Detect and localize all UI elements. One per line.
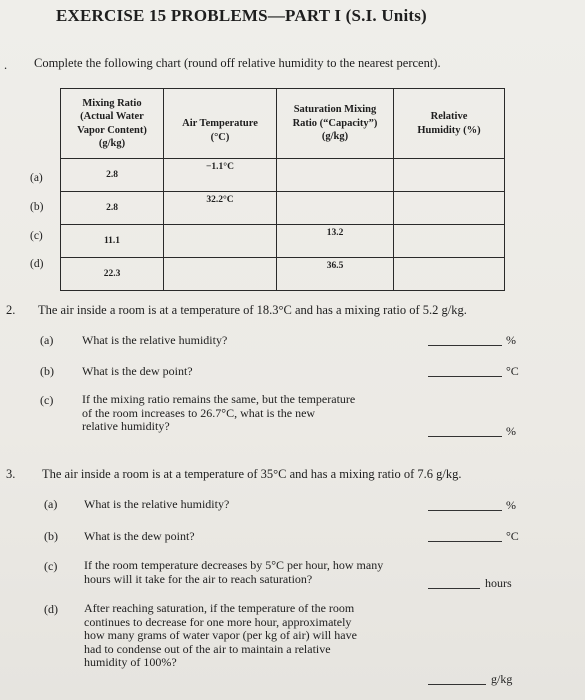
cell-rh-b[interactable] [394, 192, 505, 225]
q3d-unit: g/kg [491, 672, 513, 686]
row-label-c: (c) [30, 230, 43, 242]
q1-prompt: Complete the following chart (round off relative humidity to the nearest percent). [34, 56, 441, 70]
q2a-label: (a) [40, 333, 54, 347]
header-relative-humidity: Relative Humidity (%) [394, 89, 505, 159]
cell-temp-d[interactable] [164, 258, 277, 291]
q3b-unit: °C [506, 529, 519, 543]
q3d-answer-line[interactable] [428, 684, 486, 685]
humidity-chart [60, 88, 505, 291]
cell-mixing-c: 11.1 [61, 225, 164, 258]
q2a-answer-line[interactable] [428, 345, 502, 346]
q2c-text: If the mixing ratio remains the same, but the temperature of the room increases to 26.7°C, what is the new relative humidity? [82, 392, 356, 433]
q3c-answer-line[interactable] [428, 588, 480, 589]
q3a-answer-line[interactable] [428, 510, 502, 511]
q3b-label: (b) [44, 529, 58, 543]
cell-sat-b[interactable] [277, 192, 394, 225]
table-row [61, 225, 505, 258]
q3a-text: What is the relative humidity? [84, 497, 230, 511]
q3-prompt: The air inside a room is at a temperature of 35°C and has a mixing ratio of 7.6 g/kg. [42, 467, 462, 481]
q2b-answer-line[interactable] [428, 376, 502, 377]
page-title: EXERCISE 15 PROBLEMS—PART I (S.I. Units) [56, 6, 427, 25]
q3a-label: (a) [44, 497, 58, 511]
q3-number: 3. [6, 467, 16, 481]
cell-rh-c[interactable] [394, 225, 505, 258]
header-saturation-mixing-ratio: Saturation Mixing Ratio (“Capacity”) (g/kg) [277, 89, 394, 159]
q2a-unit: % [506, 333, 516, 347]
table-row [61, 159, 505, 192]
q2b-unit: °C [506, 364, 519, 378]
q3b-answer-line[interactable] [428, 541, 502, 542]
cell-mixing-a: 2.8 [61, 159, 164, 192]
row-label-b: (b) [30, 201, 44, 213]
cell-rh-d[interactable] [394, 258, 505, 291]
cell-temp-a: −1.1°C [164, 159, 277, 192]
cell-sat-c: 13.2 [277, 225, 394, 258]
q3c-label: (c) [44, 559, 58, 573]
q2a-text: What is the relative humidity? [82, 333, 228, 347]
q2c-label: (c) [40, 393, 54, 407]
cell-temp-c[interactable] [164, 225, 277, 258]
cell-mixing-b: 2.8 [61, 192, 164, 225]
cell-sat-a[interactable] [277, 159, 394, 192]
q2c-answer-line[interactable] [428, 436, 502, 437]
q3c-unit: hours [485, 576, 512, 590]
q3c-text: If the room temperature decreases by 5°C per hour, how many hours will it take for the air to reach saturation? [84, 558, 384, 586]
q2-number: 2. [6, 303, 16, 317]
q3d-label: (d) [44, 602, 58, 616]
q3b-text: What is the dew point? [84, 529, 195, 543]
q2c-unit: % [506, 424, 516, 438]
cell-temp-b: 32.2°C [164, 192, 277, 225]
q1-bullet: . [4, 58, 8, 72]
q2b-text: What is the dew point? [82, 364, 193, 378]
table-row [61, 192, 505, 225]
cell-mixing-d: 22.3 [61, 258, 164, 291]
cell-rh-a[interactable] [394, 159, 505, 192]
header-mixing-ratio: Mixing Ratio (Actual Water Vapor Content) (g/kg) [61, 89, 164, 159]
q3a-unit: % [506, 498, 516, 512]
row-label-a: (a) [30, 172, 43, 184]
q2b-label: (b) [40, 364, 54, 378]
q2-prompt: The air inside a room is at a temperature of 18.3°C and has a mixing ratio of 5.2 g/kg. [38, 303, 467, 317]
table-row [61, 258, 505, 291]
header-air-temperature: Air Temperature (°C) [164, 89, 277, 159]
row-label-d: (d) [30, 258, 44, 270]
q3d-text: After reaching saturation, if the temperature of the room continues to decrease for one more hour, approximately how many grams of water vapor (per kg of air) will have had to condense out of the air to maintain a relative humidity of 100%? [84, 601, 357, 669]
cell-sat-d: 36.5 [277, 258, 394, 291]
